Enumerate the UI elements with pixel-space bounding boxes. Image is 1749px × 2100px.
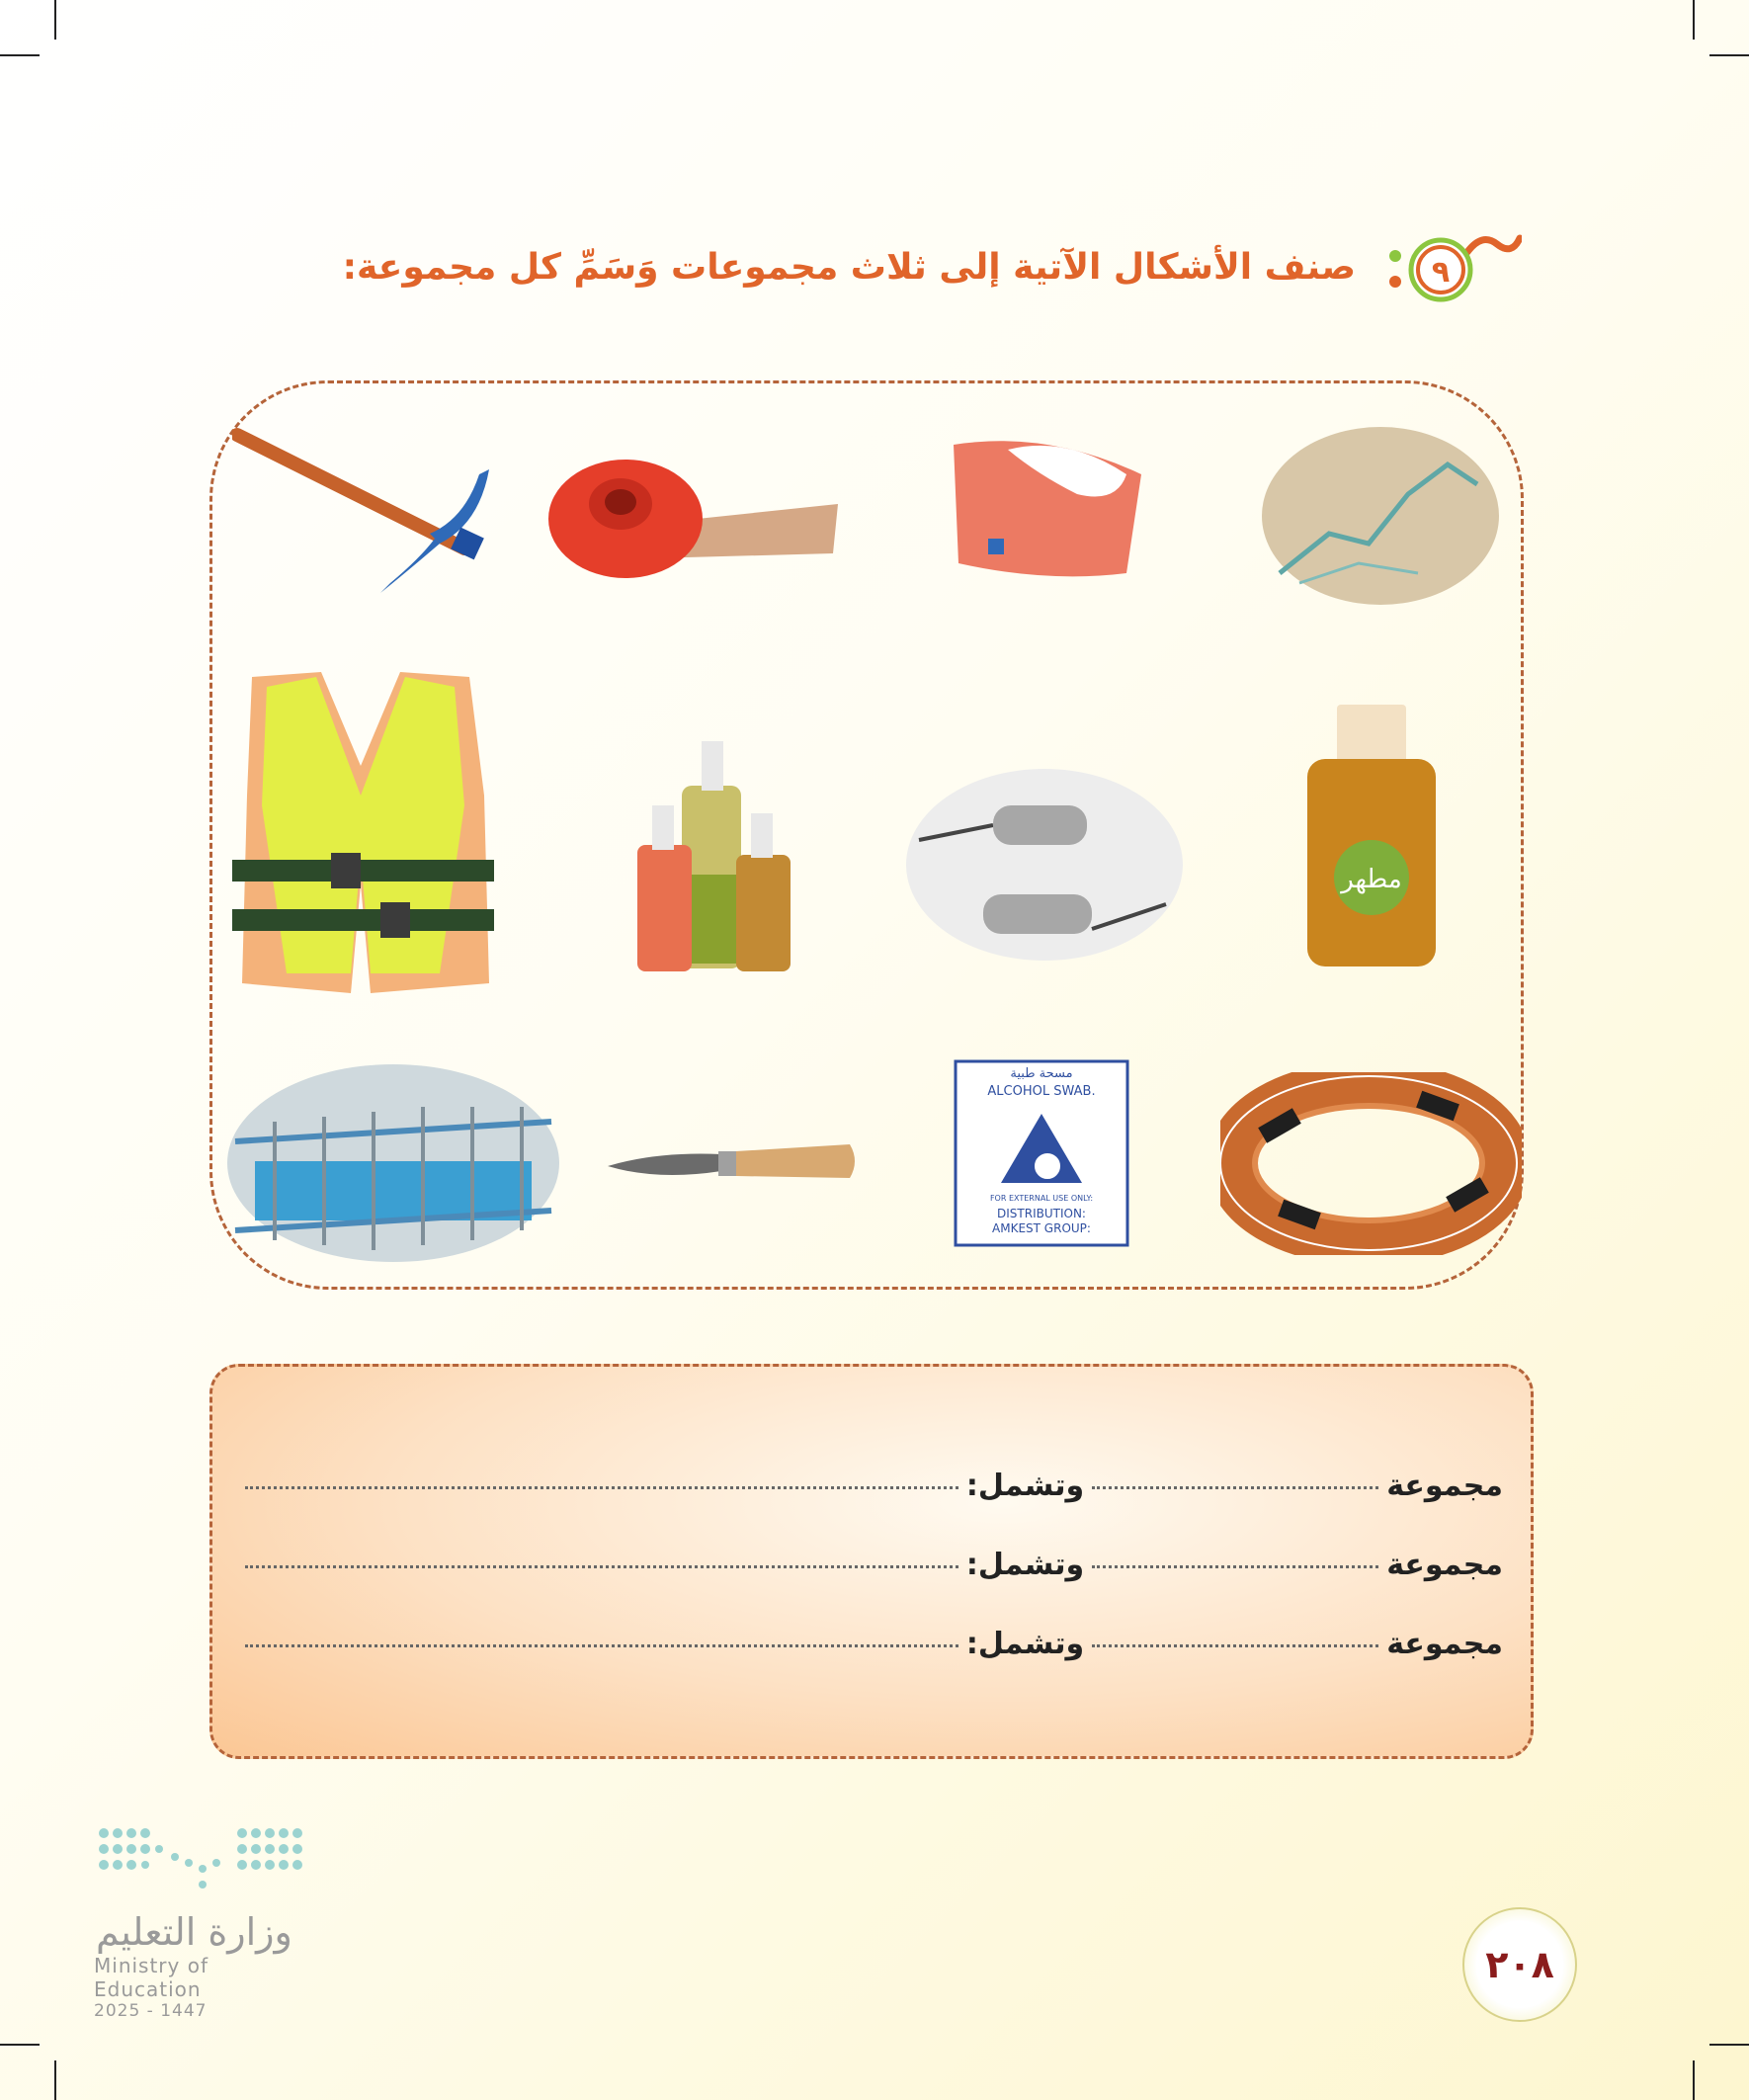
answer-row	[237, 1627, 1503, 1661]
group-name-blank[interactable]	[1092, 1565, 1378, 1568]
swab-text-distribution: DISTRIBUTION:	[997, 1207, 1086, 1220]
answer-row	[237, 1469, 1503, 1503]
crop-mark	[0, 54, 40, 56]
antiseptic-label: مطهر	[1341, 865, 1402, 894]
alcohol-swab-image	[954, 1059, 1129, 1247]
page-number: ٢٠٨	[1462, 1907, 1577, 2022]
includes-label: وتشمل:	[965, 1469, 1085, 1503]
antiseptic-bottle-image	[1302, 705, 1441, 969]
crop-mark	[1709, 54, 1749, 56]
ministry-name-en: Ministry of Education	[94, 1954, 208, 2001]
group-items-blank[interactable]	[245, 1565, 958, 1568]
ministry-name-ar: وزارة التعليم	[96, 1910, 292, 1954]
chemical-bottles-image	[632, 736, 805, 973]
includes-label: وتشمل:	[965, 1548, 1085, 1582]
group-label: مجموعة	[1386, 1627, 1503, 1661]
crop-mark	[1693, 2060, 1695, 2100]
tape-image	[541, 435, 848, 583]
pickaxe-image	[232, 425, 509, 603]
crop-mark	[1709, 2044, 1749, 2046]
group-label: مجموعة	[1386, 1469, 1503, 1503]
life-ring-image	[1220, 1072, 1522, 1255]
question-text: صنف الأشكال الآتية إلى ثلاث مجموعات وَسَمِّ كل مجموعة:	[342, 246, 1356, 288]
answer-row	[237, 1548, 1503, 1582]
arm-floats-image	[949, 435, 1146, 583]
group-label: مجموعة	[1386, 1548, 1503, 1582]
push-pins-image	[904, 766, 1186, 964]
swab-text-title: ALCOHOL SWAB.	[987, 1084, 1096, 1099]
crop-mark	[54, 2060, 56, 2100]
swab-text-company: AMKEST GROUP:	[992, 1221, 1091, 1235]
group-name-blank[interactable]	[1092, 1644, 1378, 1647]
ministry-logo	[94, 1823, 321, 2021]
group-items-blank[interactable]	[245, 1644, 958, 1647]
swab-text-ar: مسحة طبية	[1010, 1066, 1073, 1081]
question-badge-icon	[1374, 222, 1522, 311]
pool-fence-image	[225, 1062, 561, 1265]
group-items-blank[interactable]	[245, 1486, 958, 1489]
crop-mark	[1693, 0, 1695, 40]
crop-mark	[54, 0, 56, 40]
question-header	[343, 222, 1522, 311]
ministry-year: 2025 - 1447	[94, 2001, 208, 2021]
answer-box	[209, 1364, 1534, 1759]
group-name-blank[interactable]	[1092, 1486, 1378, 1489]
question-number: ٩	[1431, 255, 1451, 290]
includes-label: وتشمل:	[965, 1627, 1085, 1661]
safety-vest-image	[227, 657, 499, 998]
ministry-dots-icon	[94, 1823, 311, 1892]
crop-mark	[0, 2044, 40, 2046]
swab-text-usage: FOR EXTERNAL USE ONLY:	[989, 1194, 1094, 1203]
pocket-knife-image	[608, 1136, 860, 1191]
broken-glass-image	[1260, 425, 1502, 608]
